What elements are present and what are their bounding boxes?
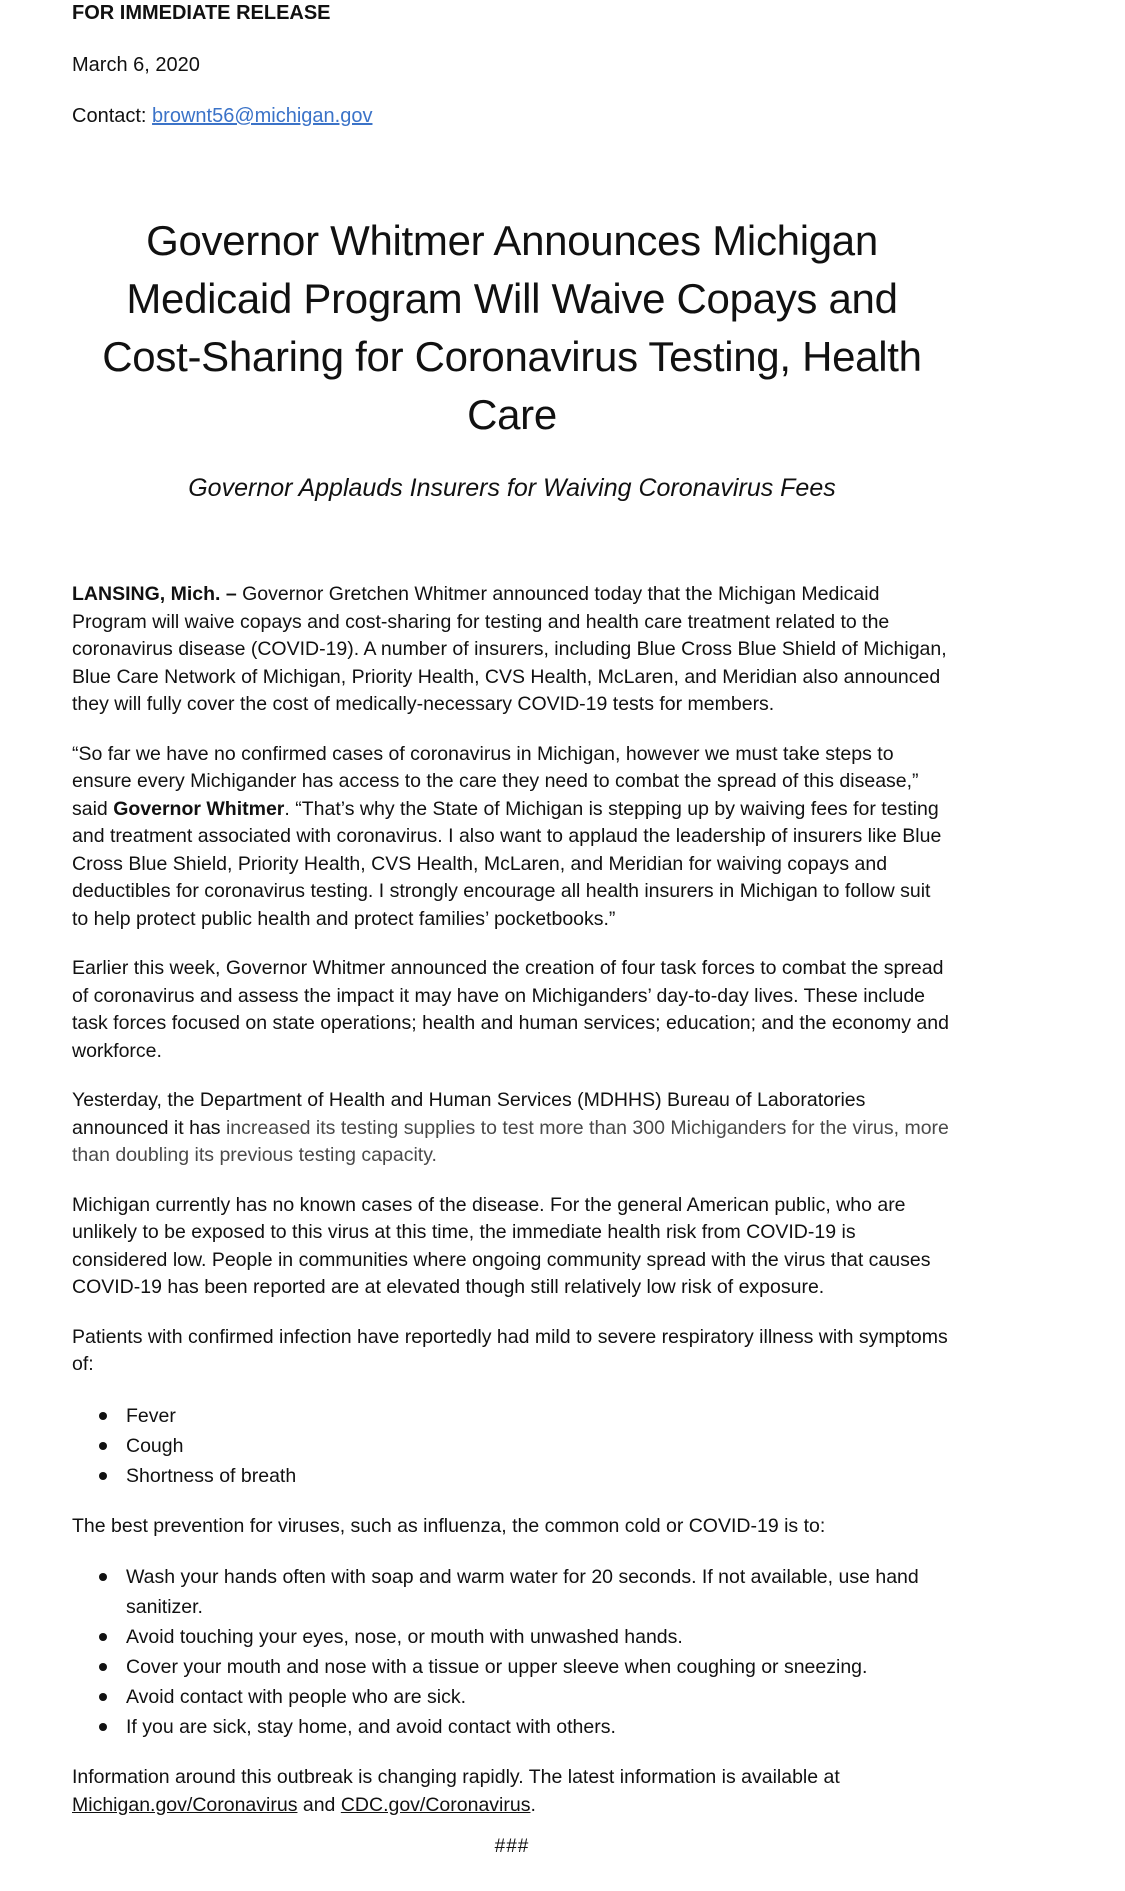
paragraph-more-info — [72, 1764, 952, 1819]
prevention-list — [72, 1562, 952, 1742]
list-item-text: Cough — [126, 1434, 184, 1457]
contact-line — [72, 105, 372, 128]
bullet-icon — [99, 1573, 107, 1581]
headline: Governor Whitmer Announces Michigan Medicaid Program Will Waive Copays and Cost-Sharing for Coronavirus Testing, Health Care — [102, 217, 922, 438]
cdc-coronavirus-link[interactable]: CDC.gov/Coronavirus — [340, 1793, 531, 1816]
bullet-icon — [99, 1633, 107, 1641]
end-mark: ### — [494, 1836, 530, 1857]
testing-text: Yesterday, the Department of Health and Human Services (MDHHS) Bureau of Laboratories announced it has — [72, 1089, 866, 1139]
contact-email-link[interactable]: brownt56@michigan.gov — [152, 105, 373, 127]
article-body — [72, 581, 952, 1861]
list-item — [72, 1622, 952, 1652]
testing-capacity-link[interactable]: increased its testing supplies to test more than 300 Michiganders for the virus, more than doubling its previous testing capacity. — [72, 1116, 949, 1166]
list-item-text: Avoid touching your eyes, nose, or mouth with unwashed hands. — [126, 1626, 683, 1648]
subheadline: Governor Applauds Insurers for Waiving Coronavirus Fees — [188, 474, 836, 502]
list-item — [72, 1431, 952, 1461]
quote-text-after: . “That’s why the State of Michigan is stepping up by waiving fees for testing and treatment associated with coronavirus. I also want to applaud the leadership of insurers like Blue Cross Blue Shield, Priority Health, CVS Health, McLaren, and Meridian for waiving copays and deductibles for coronavirus testing. I strongly encourage all health insurers in Michigan to follow suit to help protect public health and protect families’ pocketbooks.” — [72, 797, 942, 930]
more-info-period: . — [530, 1793, 536, 1816]
bullet-icon — [99, 1442, 107, 1450]
quote-speaker: Governor Whitmer — [113, 797, 285, 820]
list-item — [72, 1682, 952, 1712]
release-label: FOR IMMEDIATE RELEASE — [72, 2, 331, 24]
paragraph-intro — [72, 581, 952, 719]
list-item — [72, 1562, 952, 1622]
list-item — [72, 1712, 952, 1742]
list-item — [72, 1461, 952, 1491]
list-item-text: If you are sick, stay home, and avoid contact with others. — [126, 1716, 616, 1738]
more-info-text: Information around this outbreak is changing rapidly. The latest information is available at — [72, 1766, 840, 1788]
paragraph-risk: Michigan currently has no known cases of the disease. For the general American public, who are unlikely to be exposed to this virus at this time, the immediate health risk from COVID-19 is considered low. People in communities where ongoing community spread with the virus that causes COVID-19 has been reported are at elevated though still relatively low risk of exposure. — [72, 1193, 931, 1298]
quote-text-before: “So far we have no confirmed cases of coronavirus in Michigan, however we must take steps to ensure every Michigander has access to the care they need to combat the spread of this disease,” said — [72, 742, 919, 820]
list-item-text: Cover your mouth and nose with a tissue or upper sleeve when coughing or sneezing. — [126, 1656, 868, 1678]
release-date: March 6, 2020 — [72, 54, 200, 76]
paragraph-intro-text: Governor Gretchen Whitmer announced today that the Michigan Medicaid Program will waive copays and cost-sharing for testing and health care treatment related to the coronavirus disease (COVID-19). A number of insurers, including Blue Cross Blue Shield of Michigan, Blue Care Network of Michigan, Priority Health, CVS Health, McLaren, and Meridian also announced they will fully cover the cost of medically-necessary COVID-19 tests for members. — [72, 583, 947, 715]
paragraph-quote — [72, 741, 952, 934]
bullet-icon — [99, 1723, 107, 1731]
paragraph-prevention-intro: The best prevention for viruses, such as influenza, the common cold or COVID-19 is to: — [72, 1514, 826, 1537]
list-item-text: Wash your hands often with soap and warm water for 20 seconds. If not available, use hand sanitizer. — [126, 1566, 919, 1618]
list-item-text: Fever — [126, 1404, 176, 1427]
more-info-and: and — [297, 1793, 341, 1816]
michigan-coronavirus-link[interactable]: Michigan.gov/Coronavirus — [72, 1793, 298, 1816]
bullet-icon — [99, 1412, 107, 1420]
dateline: LANSING, Mich. – — [72, 583, 237, 605]
paragraph-testing — [72, 1087, 952, 1170]
bullet-icon — [99, 1472, 107, 1480]
list-item-text: Avoid contact with people who are sick. — [126, 1686, 466, 1708]
paragraph-task-forces: Earlier this week, Governor Whitmer announced the creation of four task forces to combat the spread of coronavirus and assess the impact it may have on Michiganders’ day-to-day lives. These include task forces focused on state operations; health and human services; education; and the economy and workforce. — [72, 957, 949, 1062]
bullet-icon — [99, 1693, 107, 1701]
list-item — [72, 1401, 952, 1431]
paragraph-symptoms-intro: Patients with confirmed infection have reportedly had mild to severe respiratory illness with symptoms of: — [72, 1325, 948, 1375]
contact-label: Contact: — [72, 105, 147, 127]
bullet-icon — [99, 1663, 107, 1671]
list-item — [72, 1652, 952, 1682]
symptoms-list — [72, 1401, 952, 1491]
list-item-text: Shortness of breath — [126, 1464, 297, 1487]
